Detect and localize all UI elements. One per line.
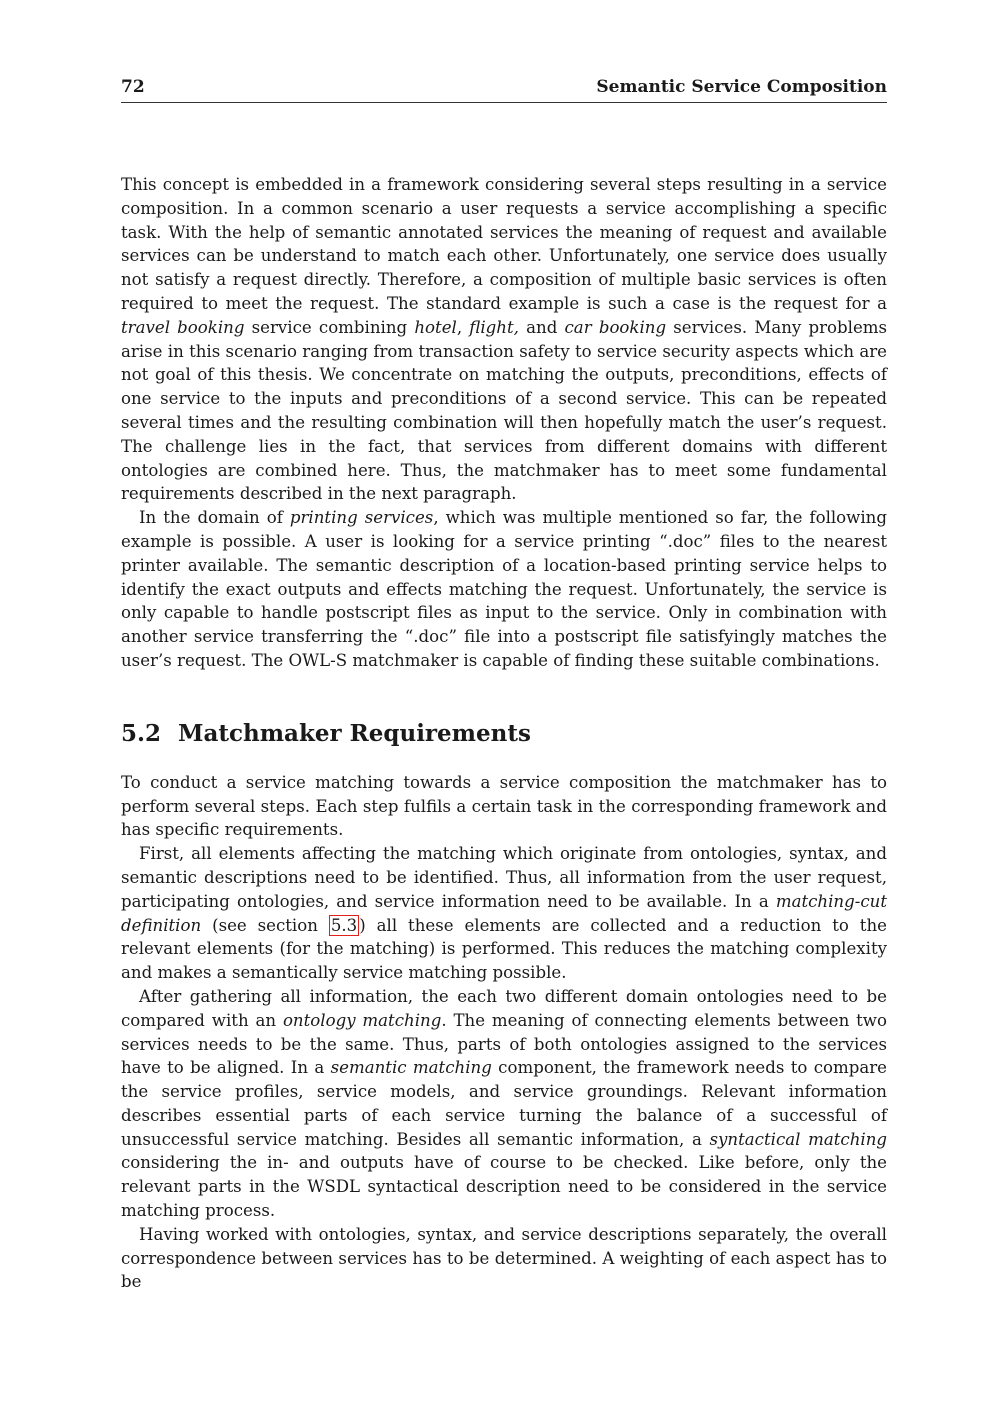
text-run: (see section (201, 915, 329, 935)
text-run: services. Many problems arise in this scenario ranging from transaction safety to service security aspects which are not goal of this thesis. We concentrate on matching the outputs, preconditions, effects of one service to the inputs and preconditions of a second service. This can be repeated several times and the resulting combination will then hopefully match the user’s request. The challenge lies in the fact, that services from different domains with different ontologies are combined here. Thus, the matchmaker has to meet some fundamental requirements described in the next paragraph. (121, 317, 888, 504)
text-run: . The meaning of connecting elements between two services needs to be the same. Thus, parts of both ontologies assigned to the services have to be aligned. In a (121, 1010, 887, 1078)
text-run: ) all these elements are collected and a reduction to the relevant elements (for the matching) is performed. This reduces the matching complexity and makes a semantically service matching possible. (121, 915, 887, 983)
paragraph (121, 173, 887, 506)
section-heading (121, 719, 887, 749)
text-run: In the domain of (139, 508, 290, 528)
emphasis: ontology matching (282, 1010, 442, 1030)
paragraph (121, 985, 887, 1223)
emphasis: syntactical matching (709, 1129, 888, 1149)
text-run: considering the in- and outputs have of course to be checked. Like before, only the relevant parts in the WSDL syntactical description need to be considered in the service matching process. (121, 1153, 887, 1221)
emphasis: matching-cut definition (121, 891, 887, 935)
running-head (121, 76, 887, 103)
paragraph (121, 1223, 887, 1294)
text-run: This concept is embedded in a framework considering several steps resulting in a service composition. In a common scenario a user requests a service accomplishing a specific task. With the help of semantic annotated services the meaning of request and available services can be understand to match each other. Unfortunately, one service does usually not satisfy a request directly. Therefore, a composition of multiple basic services is often required to meet the request. The standard example is such a case is the request for a (121, 175, 887, 313)
text-run: First, all elements affecting the matching which originate from ontologies, syntax, and semantic descriptions need to be identified. Thus, all information from the user request, participating ontologies, and service information need to be available. In a (121, 844, 887, 911)
text-run: After gathering all information, the each two different domain ontologies need to be compared with an (121, 986, 887, 1030)
paragraph (121, 771, 887, 842)
text-run: and (518, 317, 565, 337)
section-title: Matchmaker Requirements (178, 719, 531, 747)
page-body (121, 173, 887, 1294)
text-run: Having worked with ontologies, syntax, and service descriptions separately, the overall correspondence between services has to be determined. A weighting of each aspect has to be (121, 1224, 887, 1292)
section-number: 5.2 (121, 719, 162, 747)
emphasis: printing services (289, 508, 434, 528)
section-reference-link[interactable]: 5.3 (330, 915, 358, 935)
emphasis: travel booking (121, 317, 245, 337)
section-body (121, 771, 887, 1295)
text-run: component, the framework needs to compare the service profiles, service models, and service groundings. Relevant information describes essential parts of each service turning the balance of a successful of unsuccessful service matching. Besides all semantic information, a (121, 1058, 887, 1149)
intro-text (121, 173, 887, 673)
text-run: , which was multiple mentioned so far, the following example is possible. A user is looking for a service printing “.doc” files to the nearest printer available. The semantic description of a location-based printing service helps to identify the exact outputs and effects matching the request. Unfortunately, the service is only capable to handle postscript files as input to the service. Only in combination with another service transferring the “.doc” file into a postscript file satisfyingly matches the user’s request. The OWL-S matchmaker is capable of finding these suitable combinations. (121, 508, 887, 670)
paragraph (121, 506, 887, 673)
chapter-title: Semantic Service Composition (596, 77, 887, 97)
emphasis: car booking (564, 317, 667, 337)
emphasis: hotel (414, 317, 457, 337)
text-run: To conduct a service matching towards a service composition the matchmaker has to perform several steps. Each step fulfils a certain task in the corresponding framework and has specific requirements. (121, 772, 887, 840)
text-run: , (456, 317, 470, 337)
page-number: 72 (121, 77, 145, 97)
text-run: service combining (244, 317, 415, 337)
paragraph (121, 842, 887, 985)
emphasis: semantic matching (330, 1058, 492, 1078)
emphasis: flight, (469, 317, 519, 337)
